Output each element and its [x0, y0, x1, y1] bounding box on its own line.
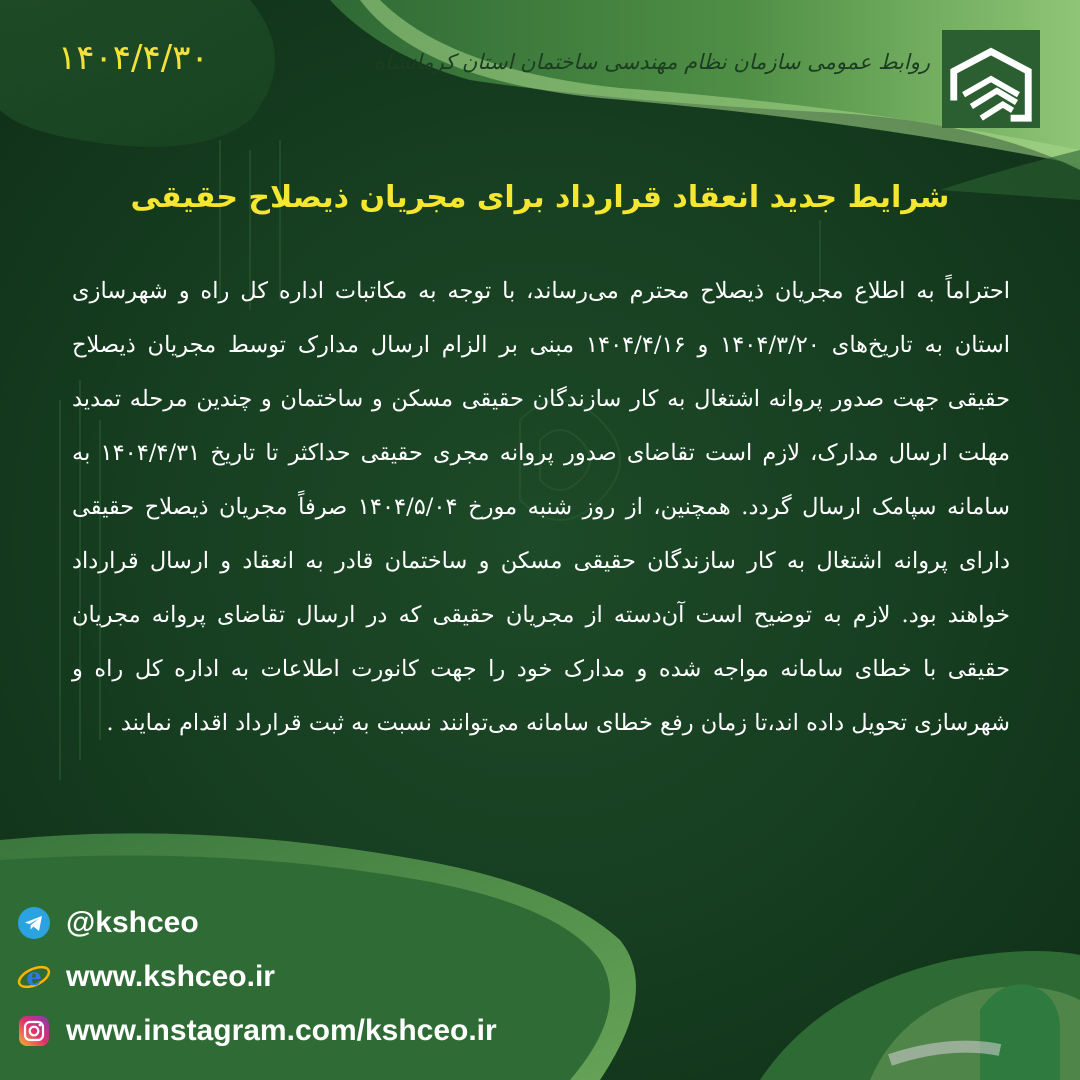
announcement-body: احتراماً به اطلاع مجریان ذیصلاح محترم می‌رساند، با توجه به مکاتبات اداره کل راه و شهرسازی استان به تاریخ‌های ۱۴۰۴/۳/۲۰ و ۱۴۰۴/۴/۱۶ مبنی بر الزام ارسال مدارک توسط مجریان ذیصلاح حقیقی جهت صدور پروانه اشتغال به کار سازندگان حقیقی مسکن و ساختمان و چندین مرحله تمدید مهلت ارسال مدارک، لازم است تقاضای صدور پروانه مجری حقیقی حداکثر تا تاریخ ۱۴۰۴/۴/۳۱ به سامانه سپامک ارسال گردد. همچنین، از روز شنبه مورخ ۱۴۰۴/۵/۰۴ صرفاً مجریان ذیصلاح حقیقی دارای پروانه اشتغال به کار سازندگان حقیقی مسکن و ساختمان قادر به انعقاد و ارسال قرارداد خواهند بود. لازم به توضیح است آن‌دسته از مجریان حقیقی که در ارسال تقاضای پروانه مجریان حقیقی با خطای سامانه مواجه شده و مدارک خود را جهت کانورت اطلاعات به اداره کل راه و شهرسازی تحویل داده اند،تا زمان رفع خطای سامانه می‌توانند نسبت به ثبت قرارداد اقدام نمایند . — [72, 278, 1010, 736]
website-url[interactable]: www.kshceo.ir — [66, 960, 275, 993]
telegram-handle[interactable]: @kshceo — [66, 906, 199, 939]
building-engineering-logo-icon — [942, 30, 1040, 128]
svg-text:e: e — [26, 962, 42, 991]
contact-telegram[interactable] — [16, 902, 497, 944]
telegram-icon — [16, 905, 52, 941]
organization-name: روابط عمومی سازمان نظام مهندسی ساختمان استان کرمانشاه — [373, 50, 930, 74]
post-title: شرایط جدید انعقاد قرارداد برای مجریان ذیصلاح حقیقی — [130, 180, 950, 215]
instagram-icon — [16, 1013, 52, 1049]
web-browser-icon — [16, 959, 52, 995]
contact-website[interactable] — [16, 956, 497, 998]
contact-instagram[interactable] — [16, 1010, 497, 1052]
instagram-url[interactable]: www.instagram.com/kshceo.ir — [66, 1014, 497, 1047]
contact-list — [16, 902, 497, 1064]
post-date: ۱۴۰۴/۴/۳۰ — [58, 38, 209, 78]
